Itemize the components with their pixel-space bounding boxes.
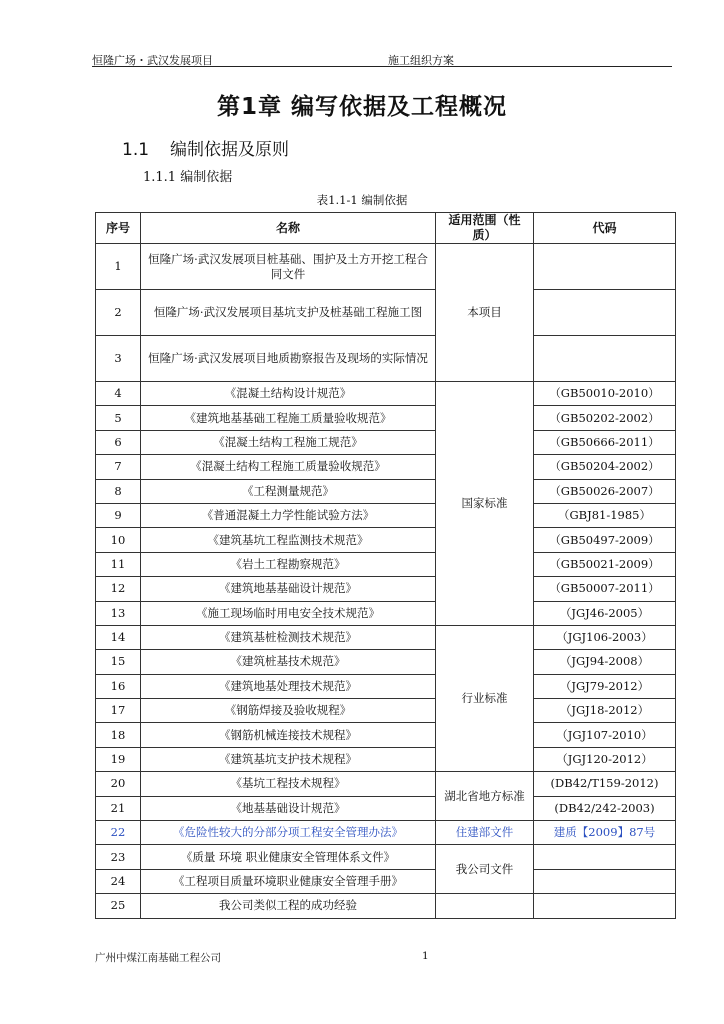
row-name: 《混凝土结构设计规范》 [141,382,436,406]
row-name: 恒隆广场·武汉发展项目桩基础、围护及土方开挖工程合同文件 [141,244,436,290]
row-code: （JGJ106-2003） [534,625,676,649]
row-code: 建质【2009】87号 [534,821,676,845]
row-code: （JGJ94-2008） [534,650,676,674]
row-name: 《建筑基坑工程监测技术规范》 [141,528,436,552]
table-row [96,845,676,869]
row-no: 11 [96,552,141,576]
row-scope: 湖北省地方标准 [436,772,534,821]
table-row [96,552,676,576]
row-no: 3 [96,336,141,382]
row-code: （JGJ120-2012） [534,747,676,771]
chapter-title: 第1章 编写依据及工程概况 [216,94,507,120]
row-no: 21 [96,796,141,820]
table-row [96,650,676,674]
row-no: 22 [96,821,141,845]
row-no: 17 [96,699,141,723]
row-code [534,290,676,336]
row-name: 《地基基础设计规范》 [141,796,436,820]
row-code: （JGJ46-2005） [534,601,676,625]
row-no: 7 [96,455,141,479]
row-no: 15 [96,650,141,674]
row-code: （GBJ81-1985） [534,503,676,527]
table-row [96,699,676,723]
subsection-heading: 1.1.1 编制依据 [143,170,233,185]
row-name: 我公司类似工程的成功经验 [141,894,436,918]
col-header-no: 序号 [96,213,141,244]
row-scope: 行业标准 [436,625,534,771]
row-scope: 本项目 [436,244,534,382]
row-name: 《混凝土结构工程施工质量验收规范》 [141,455,436,479]
section-number: 1.1 [122,140,150,160]
row-no: 8 [96,479,141,503]
table-row [96,723,676,747]
header-project: 恒隆广场・武汉发展项目 [92,54,213,67]
table-row [96,406,676,430]
row-name: 《工程测量规范》 [141,479,436,503]
table-row [96,336,676,382]
row-code: （JGJ18-2012） [534,699,676,723]
row-name: 《工程项目质量环境职业健康安全管理手册》 [141,869,436,893]
table-row [96,479,676,503]
row-code [534,845,676,869]
table-row [96,577,676,601]
section-heading [122,135,289,160]
row-code [534,336,676,382]
table-row [96,674,676,698]
row-name: 《建筑基桩检测技术规范》 [141,625,436,649]
row-name: 《岩土工程勘察规范》 [141,552,436,576]
row-no: 9 [96,503,141,527]
row-code [534,869,676,893]
row-scope: 国家标准 [436,382,534,626]
row-no: 16 [96,674,141,698]
row-no: 24 [96,869,141,893]
table-row [96,503,676,527]
row-no: 23 [96,845,141,869]
table-row-highlighted [96,821,676,845]
row-code: （GB50007-2011） [534,577,676,601]
table-row [96,382,676,406]
row-no: 13 [96,601,141,625]
row-code: （GB50021-2009） [534,552,676,576]
page-footer [95,950,675,965]
row-code: （JGJ79-2012） [534,674,676,698]
table-row [96,625,676,649]
row-scope: 我公司文件 [436,845,534,894]
row-code: （GB50204-2002） [534,455,676,479]
row-name: 恒隆广场·武汉发展项目地质勘察报告及现场的实际情况 [141,336,436,382]
page-header [92,52,672,67]
row-code: （GB50497-2009） [534,528,676,552]
table-row [96,601,676,625]
row-no: 14 [96,625,141,649]
table-row [96,796,676,820]
table-caption: 表1.1-1 编制依据 [316,193,408,207]
row-name: 《建筑地基基础工程施工质量验收规范》 [141,406,436,430]
row-no: 5 [96,406,141,430]
row-name: 《钢筋焊接及验收规程》 [141,699,436,723]
row-code: （GB50666-2011） [534,430,676,454]
row-code: （JGJ107-2010） [534,723,676,747]
row-code [534,244,676,290]
row-name: 《建筑桩基技术规范》 [141,650,436,674]
row-no: 12 [96,577,141,601]
row-no: 18 [96,723,141,747]
table-row [96,290,676,336]
row-code [534,894,676,918]
table-row [96,747,676,771]
row-scope: 住建部文件 [436,821,534,845]
row-code: （GB50202-2002） [534,406,676,430]
table-row [96,244,676,290]
table-row [96,455,676,479]
table-row [96,772,676,796]
row-name: 《钢筋机械连接技术规程》 [141,723,436,747]
row-no: 1 [96,244,141,290]
footer-company: 广州中煤江南基础工程公司 [95,952,221,964]
row-code: (DB42/T159-2012) [534,772,676,796]
row-no: 25 [96,894,141,918]
row-name: 《建筑基坑支护技术规程》 [141,747,436,771]
row-code: (DB42/242-2003) [534,796,676,820]
header-doc-type: 施工组织方案 [388,54,454,67]
row-name: 《基坑工程技术规程》 [141,772,436,796]
col-header-name: 名称 [141,213,436,244]
table-row [96,528,676,552]
page-number: 1 [422,950,429,962]
row-name: 《普通混凝土力学性能试验方法》 [141,503,436,527]
row-name: 《质量 环境 职业健康安全管理体系文件》 [141,845,436,869]
row-no: 10 [96,528,141,552]
row-name: 《施工现场临时用电安全技术规范》 [141,601,436,625]
row-no: 19 [96,747,141,771]
table-row [96,430,676,454]
table-row [96,894,676,918]
table-row [96,869,676,893]
row-no: 6 [96,430,141,454]
row-scope [436,894,534,918]
row-no: 4 [96,382,141,406]
row-name: 《建筑地基处理技术规范》 [141,674,436,698]
basis-table [95,212,676,919]
row-no: 20 [96,772,141,796]
col-header-code: 代码 [534,213,676,244]
table-header-row [96,213,676,244]
row-code: （GB50010-2010） [534,382,676,406]
row-name: 《危险性较大的分部分项工程安全管理办法》 [141,821,436,845]
row-no: 2 [96,290,141,336]
row-name: 《混凝土结构工程施工规范》 [141,430,436,454]
row-name: 《建筑地基基础设计规范》 [141,577,436,601]
section-title: 编制依据及原则 [170,140,289,160]
row-code: （GB50026-2007） [534,479,676,503]
row-name: 恒隆广场·武汉发展项目基坑支护及桩基础工程施工图 [141,290,436,336]
col-header-scope: 适用范围（性质） [436,213,534,244]
